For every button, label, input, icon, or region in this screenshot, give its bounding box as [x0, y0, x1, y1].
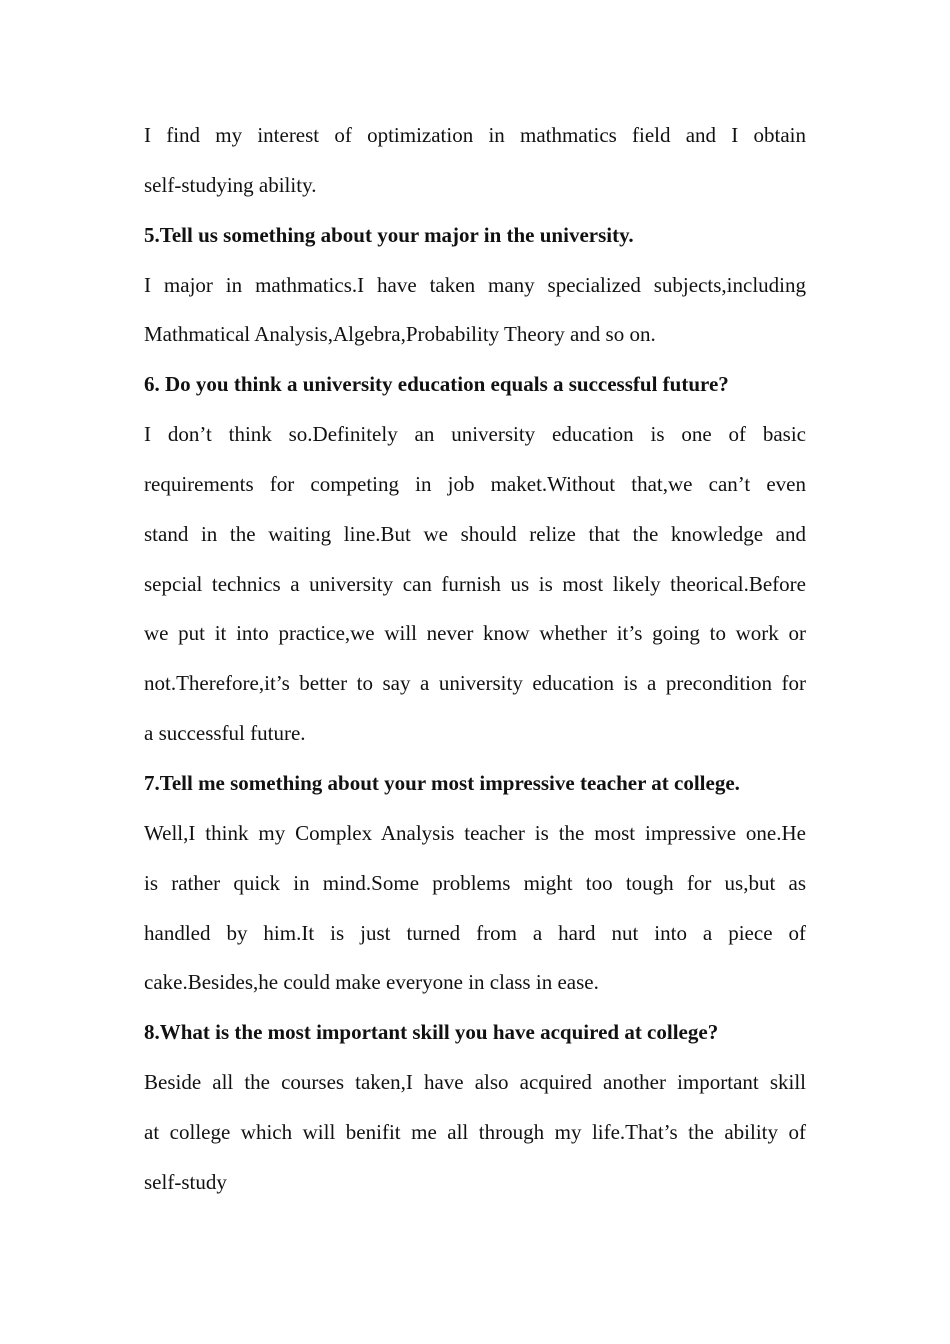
text-line: at college which will benifit me all through my life.That’s the ability of — [144, 1119, 806, 1144]
text-line: I find my interest of optimization in mathmatics field and I obtain — [144, 123, 806, 147]
question-heading: 8.What is the most important skill you have acquired at college? — [144, 1020, 719, 1045]
question-heading: 5.Tell us something about your major in the university. — [144, 222, 634, 247]
question-heading: 6. Do you think a university education equals a successful future? — [144, 372, 729, 397]
answer-paragraph — [144, 261, 806, 361]
answer-paragraph — [144, 410, 806, 759]
text-line: cake.Besides,he could make everyone in class in ease. — [144, 970, 599, 995]
answer-paragraph — [144, 111, 806, 211]
text-line: sepcial technics a university can furnish us is most likely theorical.Before — [144, 571, 806, 596]
text-line: self-study — [144, 1169, 227, 1194]
text-line: stand in the waiting line.But we should relize that the knowledge and — [144, 521, 806, 546]
text-line: Beside all the courses taken,I have also acquired another important skill — [144, 1070, 806, 1095]
text-line: requirements for competing in job maket.Without that,we can’t even — [144, 471, 806, 496]
text-line: I major in mathmatics.I have taken many specialized subjects,including — [144, 272, 806, 297]
text-line: not.Therefore,it’s better to say a university education is a precondition for — [144, 671, 806, 696]
text-line: is rather quick in mind.Some problems might too tough for us,but as — [144, 870, 806, 895]
question-heading: 7.Tell me something about your most impressive teacher at college. — [144, 770, 740, 795]
text-line: I don’t think so.Definitely an university education is one of basic — [144, 422, 806, 447]
text-line: a successful future. — [144, 721, 306, 746]
text-line: handled by him.It is just turned from a hard nut into a piece of — [144, 920, 806, 945]
answer-paragraph — [144, 1058, 806, 1208]
text-line: Mathmatical Analysis,Algebra,Probability Theory and so on. — [144, 322, 656, 347]
answer-paragraph — [144, 809, 806, 1008]
text-line: we put it into practice,we will never know whether it’s going to work or — [144, 621, 806, 646]
text-line: Well,I think my Complex Analysis teacher is the most impressive one.He — [144, 820, 806, 845]
text-line: self-studying ability. — [144, 172, 317, 197]
document-page — [144, 111, 806, 1208]
